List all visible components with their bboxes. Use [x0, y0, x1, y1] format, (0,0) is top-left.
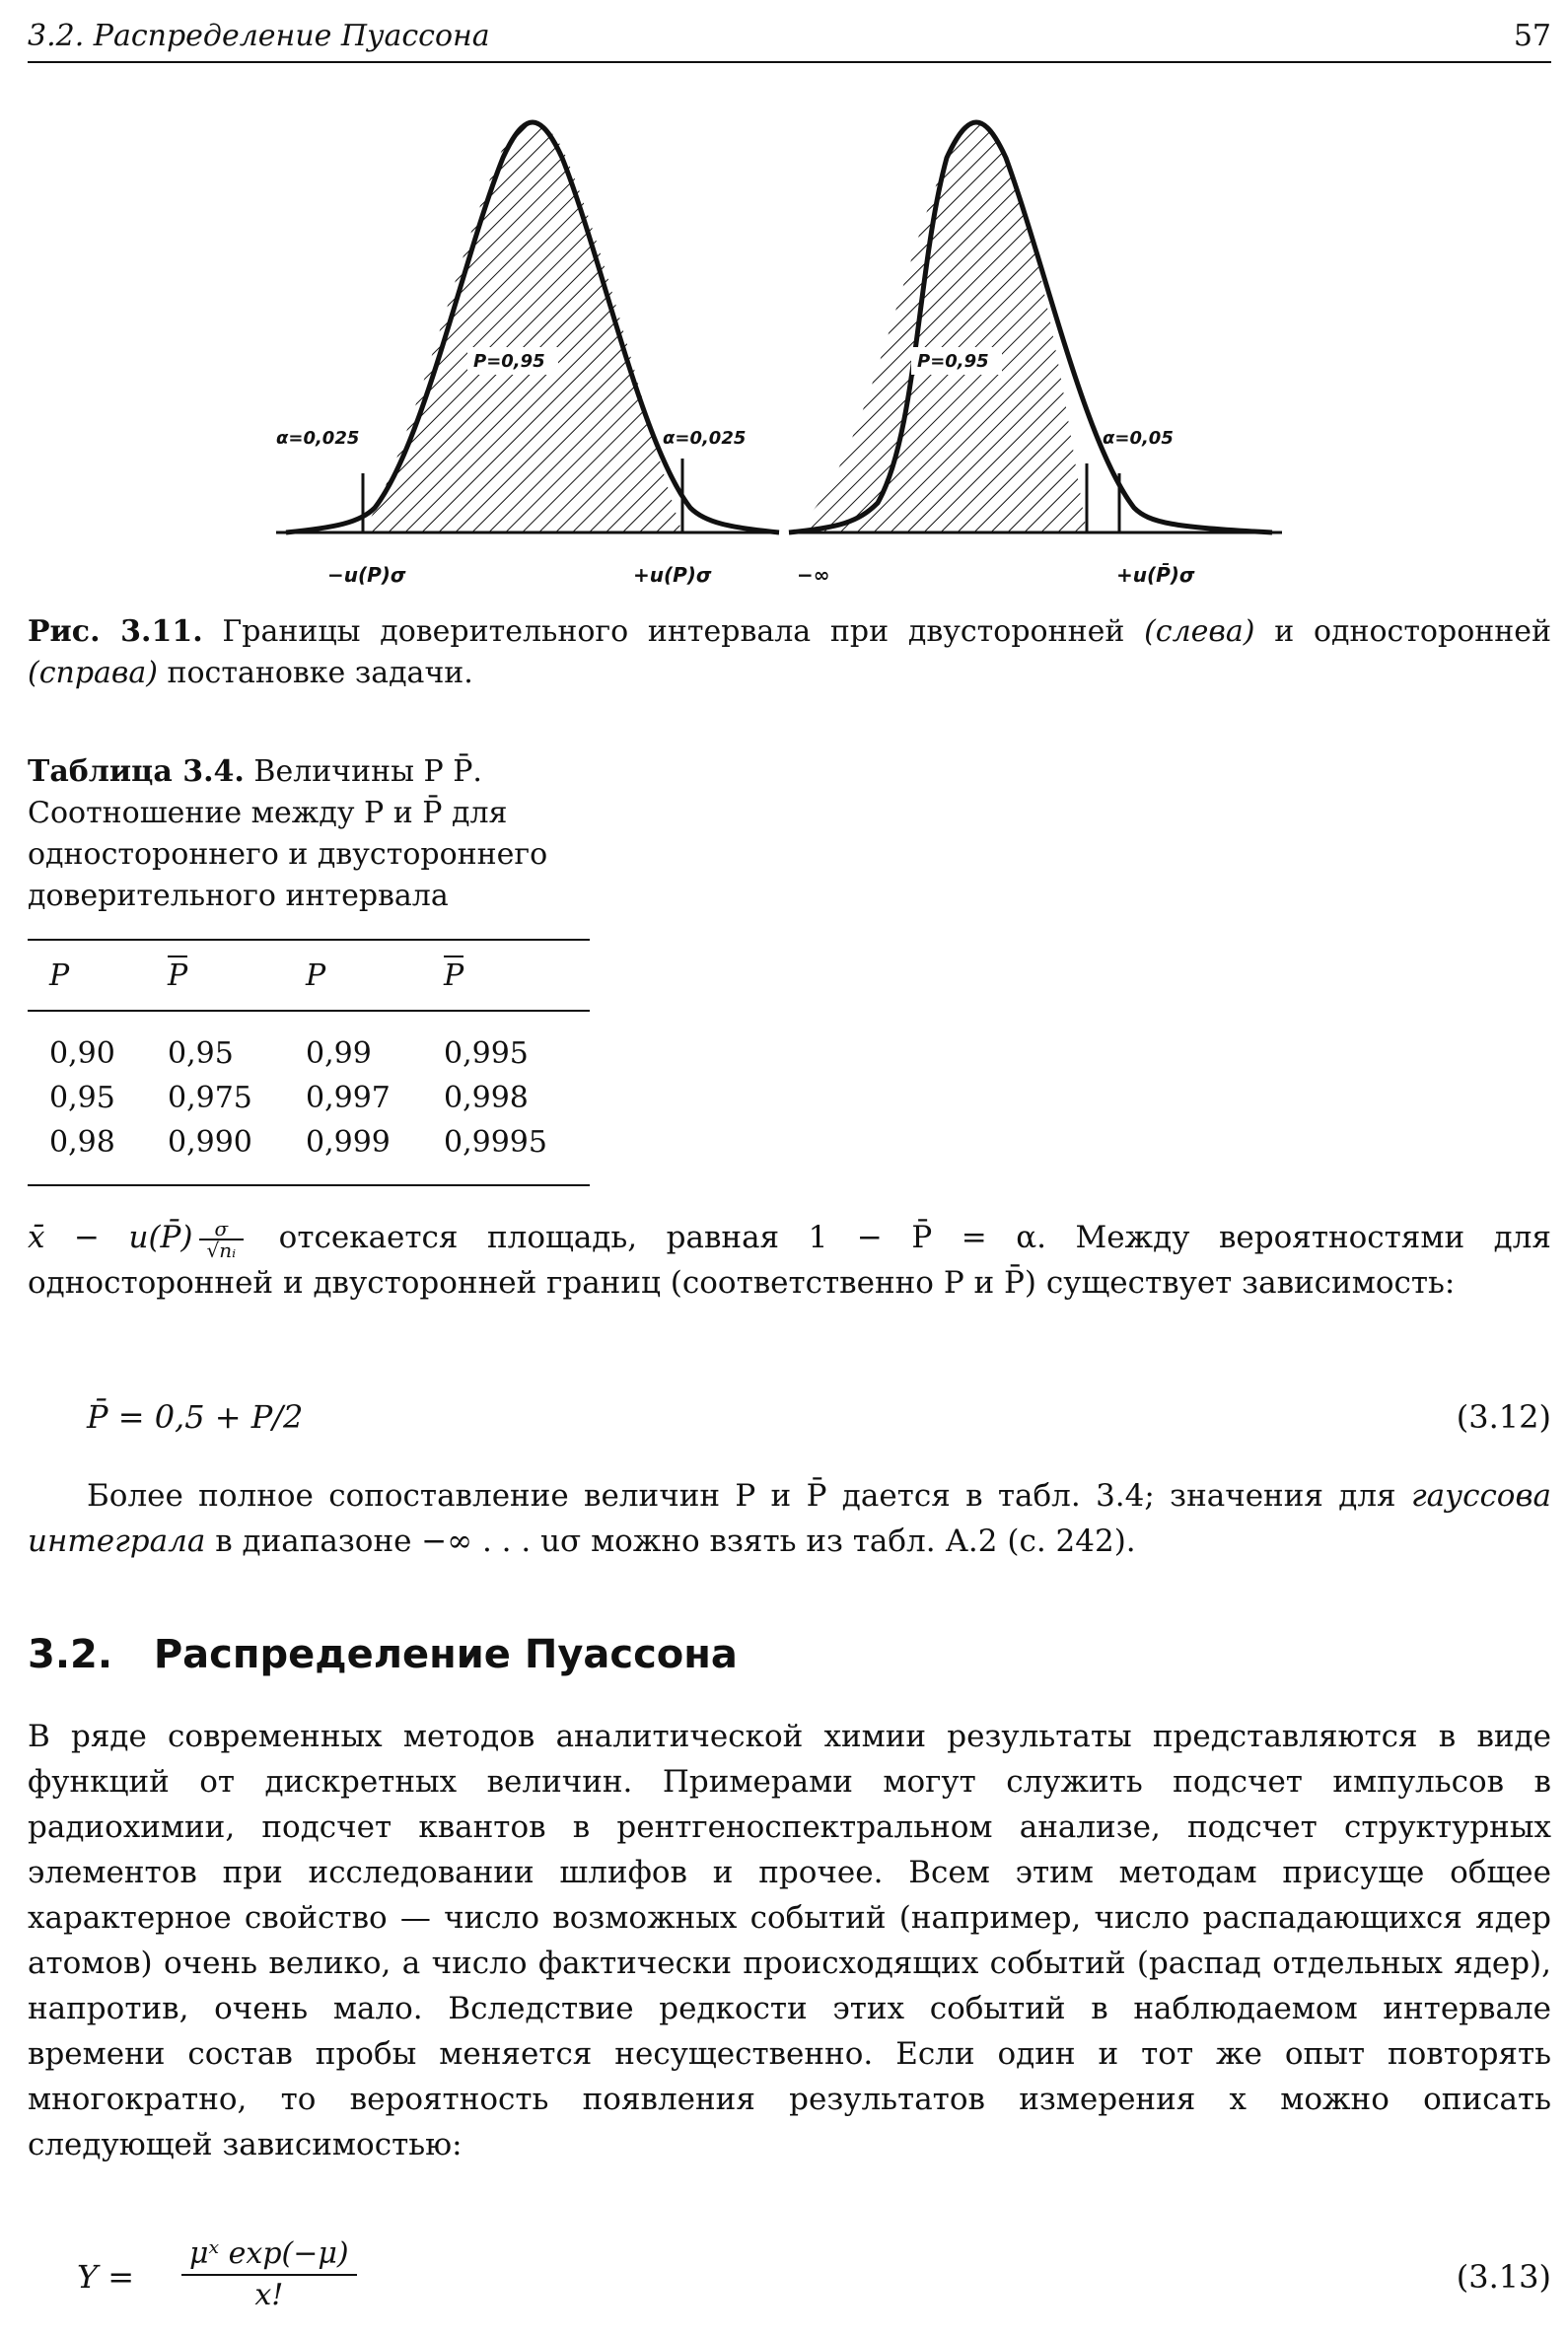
- section-number: 3.2.: [28, 1632, 113, 1677]
- caption-text-2: и односторонней: [1254, 614, 1551, 649]
- table-cell: 0,99: [306, 1036, 372, 1071]
- table-cell: 0,990: [168, 1120, 306, 1185]
- section-title: Распределение Пуассона: [153, 1632, 738, 1677]
- two-sided-axis-right: +u(P)σ: [633, 563, 712, 587]
- table-cell: 0,9995: [444, 1120, 590, 1185]
- table-caption-lead: Таблица 3.4.: [28, 754, 245, 789]
- two-sided-axis-left: −u(P)σ: [327, 563, 406, 587]
- caption-text-1: Границы доверительного интервала при двусторонней: [202, 614, 1145, 649]
- paragraph-3: [28, 1714, 1551, 2167]
- equation-3-12-number: (3.12): [1456, 1398, 1551, 1436]
- one-sided-p-label: P=0,95: [917, 351, 989, 372]
- table-header-row: [28, 940, 590, 1011]
- table-3-4: [28, 939, 590, 1186]
- paragraph-3-text: В ряде современных методов аналитической химии результаты представляются в виде функций от дискретных величин. Примерами могут служить подсчет импульсов в радиохимии, подсчет квантов в рентгеноспектральном анализе, подсчет структурных элементов при исследовании шлифов и прочее. Всем этим методам присуще общее характерное свойство — число возможных событий (например, число распадающихся ядер атомов) очень велико, а число фактически происходящих событий (распад отдельных ядер), напротив, очень мало. Вследствие редкости этих событий в наблюдаемом интервале времени состав пробы меняется несущественно. Если один и тот же опыт повторять многократно, то вероятность появления результатов измерения x можно описать следующей зависимостью:: [28, 1719, 1551, 2162]
- one-sided-axis-right: +u(P̄)σ: [1116, 563, 1195, 587]
- page-number: 57: [1513, 19, 1551, 53]
- equation-3-13: [28, 2234, 1551, 2323]
- two-sided-p-label: P=0,95: [473, 351, 545, 372]
- table-cell: 0,95: [168, 1036, 234, 1071]
- paragraph-1-text: отсекается площадь, равная 1 − P̄ = α. Между вероятностями для односторонней и двусторонней границ (соответственно P и P̄) существует зависимость:: [28, 1220, 1551, 1301]
- paragraph-2-text-2: в диапазоне −∞ . . . uσ можно взять из табл. А.2 (с. 242).: [205, 1523, 1136, 1559]
- two-sided-alpha-left-label: α=0,025: [276, 428, 360, 449]
- equation-3-13-numerator: μˣ exp(−μ): [181, 2234, 357, 2276]
- header-p-2: P: [306, 940, 444, 1011]
- paragraph-2-text-1: Более полное сопоставление величин P и P̄ дается в табл. 3.4; значения для: [87, 1478, 1411, 1514]
- paragraph-2: [28, 1473, 1551, 1564]
- two-sided-curve: [276, 122, 779, 587]
- one-sided-curve: [789, 122, 1282, 587]
- equation-3-13-fraction: [181, 2234, 357, 2315]
- two-sided-alpha-right-label: α=0,025: [663, 428, 747, 449]
- equation-3-13-lhs: Y =: [77, 2258, 135, 2296]
- gauss-integral-term: гауссова интеграла: [28, 1478, 1551, 1559]
- header-p-bar-2: P: [444, 940, 590, 1011]
- caption-right-word: (справа): [28, 656, 158, 690]
- table-caption-text: Величины P P̄. Соотношение между P и P̄ для одностороннего и двустороннего доверительного интервала: [28, 754, 548, 913]
- table-cell: 0,998: [444, 1081, 529, 1115]
- header-p-bar: P: [168, 940, 306, 1011]
- figure-3-11: [266, 118, 1292, 592]
- caption-text-3: постановке задачи.: [157, 656, 473, 690]
- formula-start: x̄ − u(P̄): [28, 1220, 193, 1255]
- running-header: [28, 12, 1551, 63]
- table-cell: 0,95: [49, 1081, 115, 1115]
- two-sided-hatched-area: [363, 122, 682, 532]
- equation-3-12: [28, 1398, 1551, 1448]
- figure-caption: [28, 611, 1551, 694]
- frac-denominator: √nᵢ: [206, 1238, 237, 1262]
- table-cell: 0,975: [168, 1081, 252, 1115]
- table-caption: [28, 751, 619, 917]
- table-cell: 0,997: [306, 1081, 391, 1115]
- table-row: [28, 1120, 590, 1185]
- one-sided-axis-left: −∞: [797, 563, 830, 587]
- section-heading: [28, 1627, 1551, 1682]
- header-p: P: [28, 940, 168, 1011]
- caption-left-word: (слева): [1144, 614, 1255, 649]
- equation-3-13-number: (3.13): [1456, 2258, 1551, 2296]
- equation-3-12-body: P̄ = 0,5 + P/2: [87, 1398, 304, 1436]
- table-row: [28, 1076, 590, 1120]
- table-cell: 0,90: [49, 1036, 115, 1071]
- one-sided-alpha-label: α=0,05: [1103, 428, 1174, 449]
- running-title: 3.2. Распределение Пуассона: [28, 19, 490, 53]
- table-cell: 0,999: [306, 1120, 444, 1185]
- confidence-interval-diagram: [266, 118, 1292, 592]
- equation-3-13-denominator: x!: [254, 2278, 284, 2312]
- table-row: [28, 1011, 590, 1076]
- table-cell: 0,995: [444, 1036, 529, 1071]
- pvalues-table: [28, 939, 590, 1186]
- frac-numerator: σ: [199, 1219, 245, 1240]
- table-cell: 0,98: [28, 1120, 168, 1185]
- figure-caption-lead: Рис. 3.11.: [28, 614, 203, 649]
- sigma-over-root-n: [199, 1216, 245, 1262]
- paragraph-1: [28, 1215, 1551, 1306]
- one-sided-hatched-area: [789, 122, 1087, 532]
